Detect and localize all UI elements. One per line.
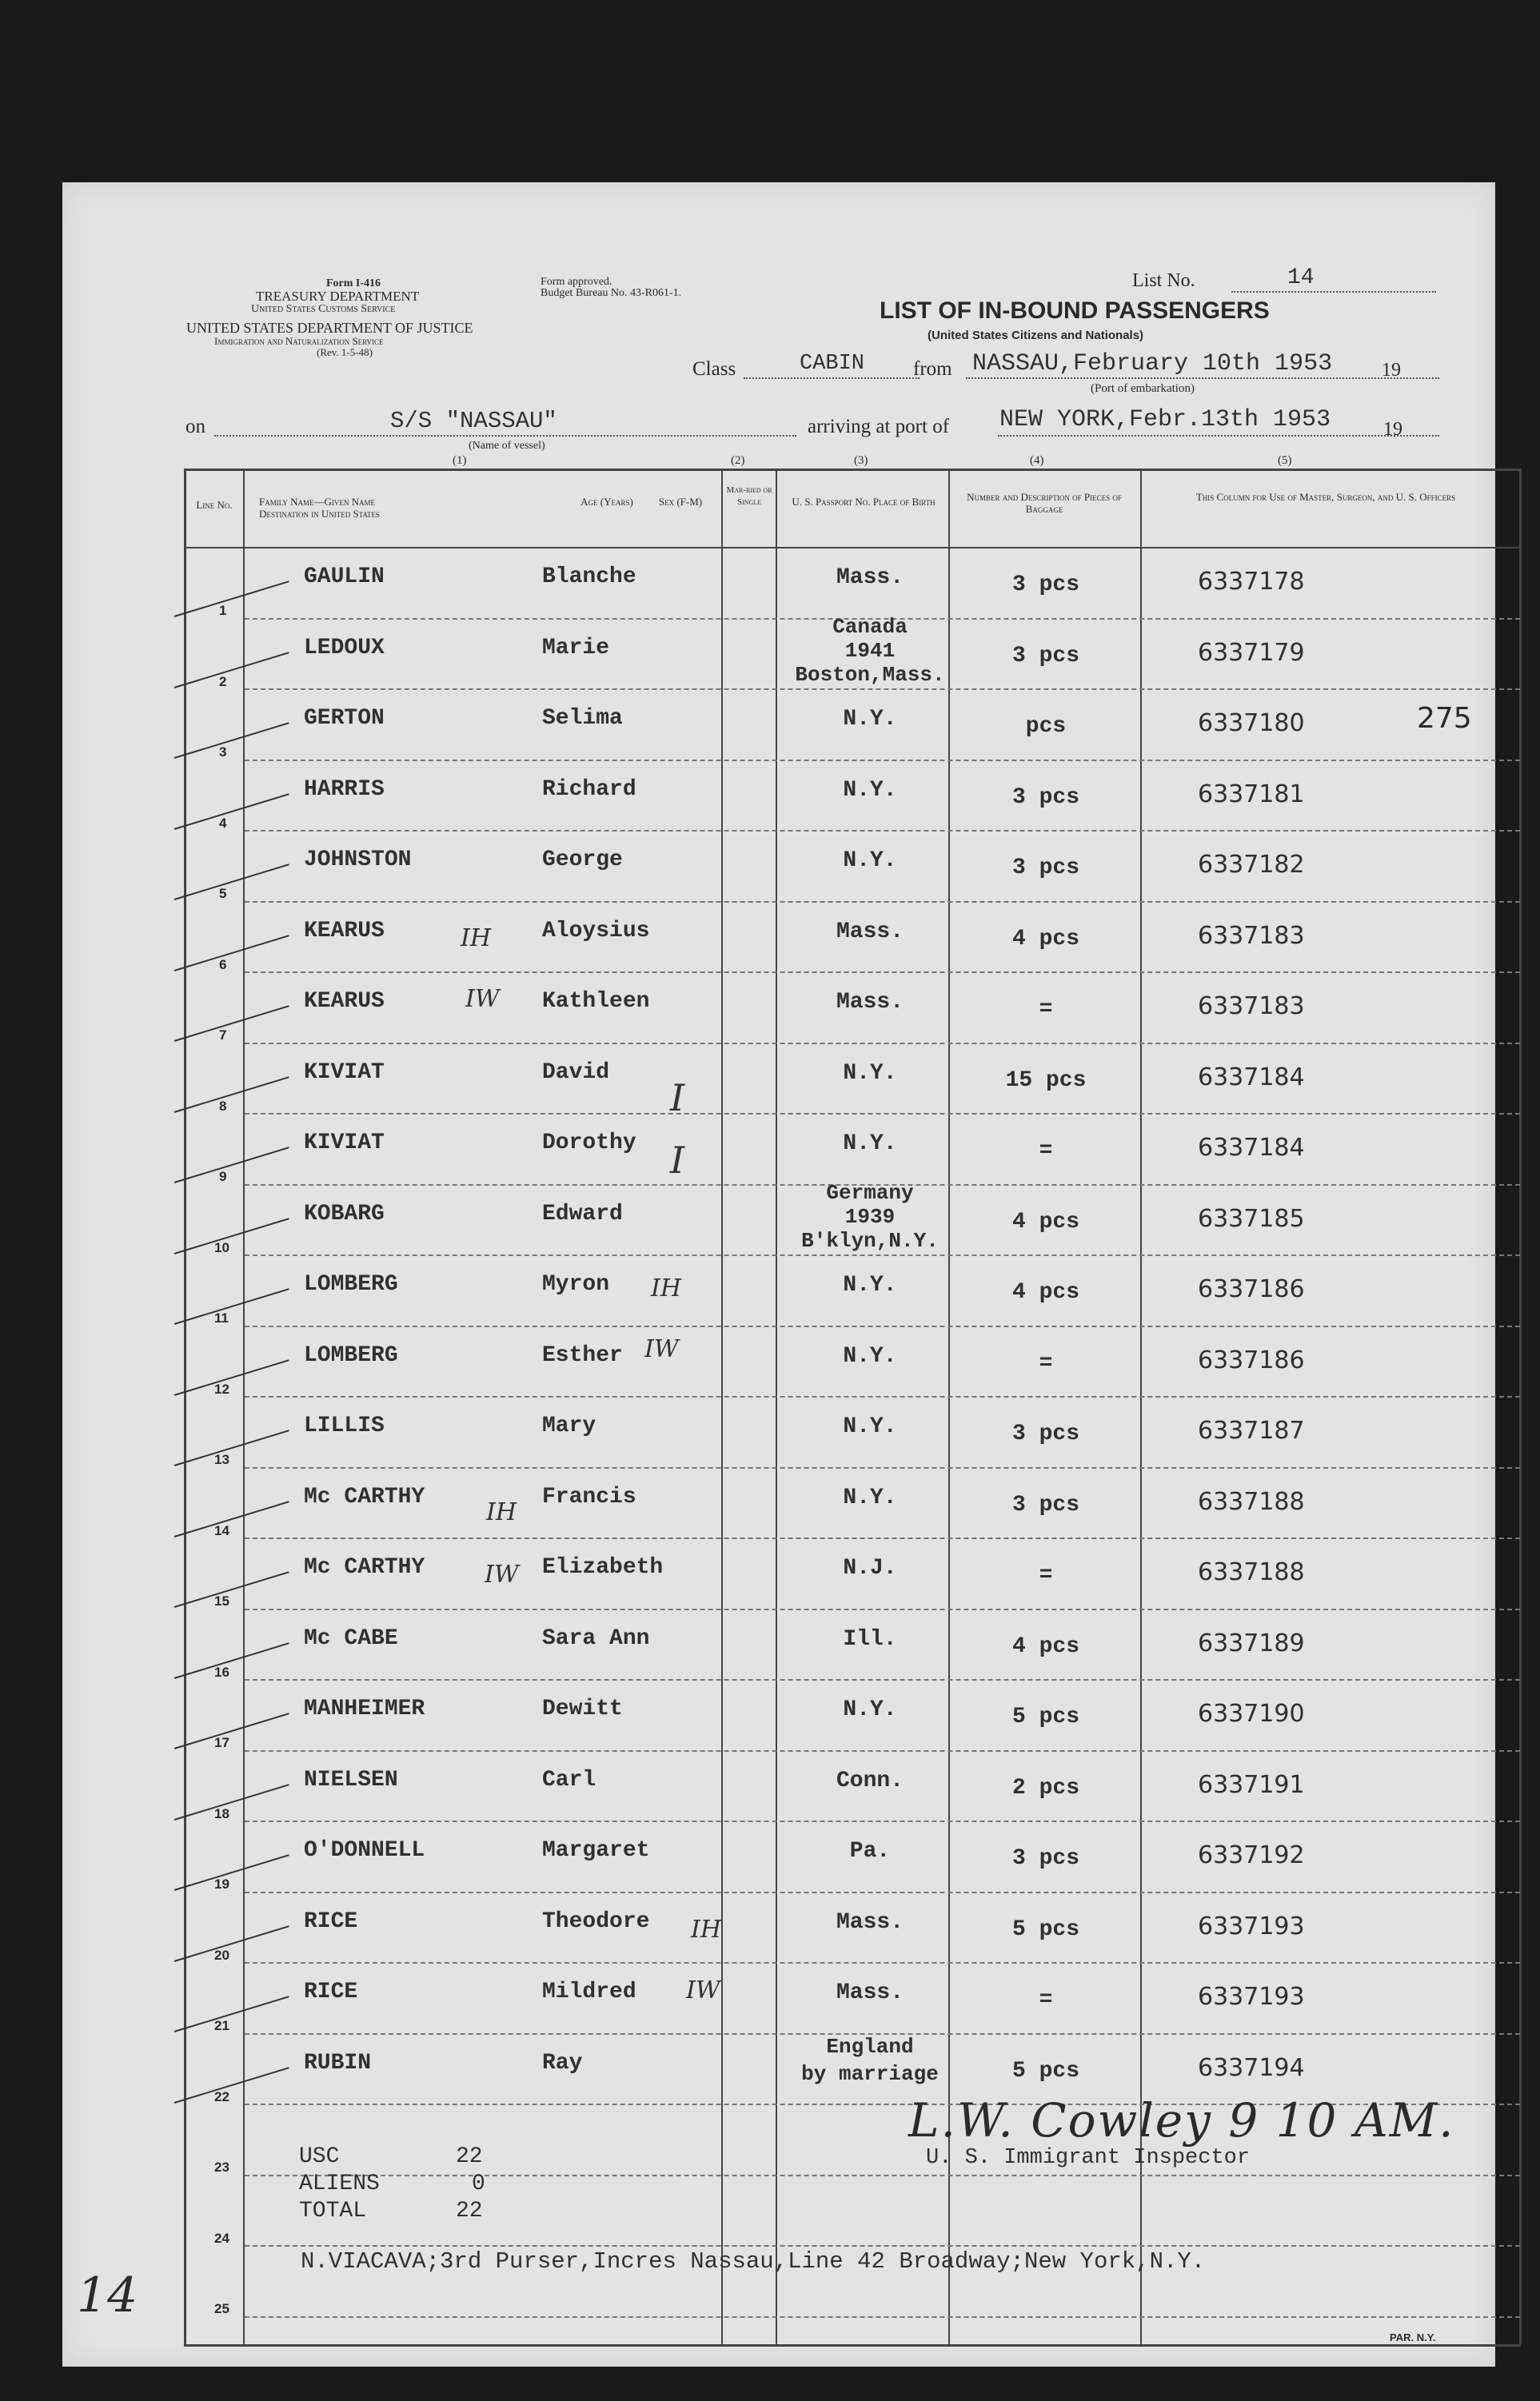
year-suffix-2: 19 bbox=[1383, 419, 1402, 440]
class-value: CABIN bbox=[800, 352, 865, 376]
given-name: Mildred bbox=[542, 1980, 636, 2004]
family-name: HARRIS bbox=[304, 776, 385, 802]
total-value: 22 bbox=[456, 2199, 483, 2224]
check-tick bbox=[174, 2067, 289, 2104]
place-of-birth: England by marriage bbox=[801, 2034, 939, 2086]
officer-code: 6337186 bbox=[1198, 1346, 1305, 1374]
line-number: 19 bbox=[214, 1877, 229, 1892]
line-number: 24 bbox=[214, 2230, 229, 2246]
baggage: 4 pcs bbox=[1011, 1633, 1079, 1659]
place-of-birth: Mass. bbox=[836, 990, 904, 1015]
family-name: LILLIS bbox=[304, 1414, 385, 1438]
baggage: 3 pcs bbox=[1011, 1492, 1079, 1518]
family-name: GAULIN bbox=[304, 564, 385, 589]
officer-code: 6337184 bbox=[1198, 1063, 1305, 1091]
form-number: Form I-416 bbox=[326, 277, 381, 289]
given-name: Dorothy bbox=[542, 1131, 636, 1155]
place-of-birth: Germany 1939 B'klyn,N.Y. bbox=[801, 1180, 939, 1253]
usc-label: USC bbox=[299, 2144, 340, 2169]
baggage: 15 pcs bbox=[1005, 1067, 1087, 1093]
officer-code: 6337193 bbox=[1198, 1983, 1305, 2011]
col-num: (4) bbox=[1030, 454, 1044, 467]
inspector-title: U. S. Immigrant Inspector bbox=[926, 2146, 1251, 2170]
line-number: 9 bbox=[219, 1169, 227, 1184]
list-no-value: 14 bbox=[1287, 265, 1315, 290]
aliens-label: ALIENS bbox=[299, 2172, 380, 2196]
officer-code: 6337193 bbox=[1198, 1912, 1305, 1940]
row-divider bbox=[245, 1326, 1520, 1327]
given-name: Ray bbox=[542, 2050, 583, 2076]
place-of-birth: N.Y. bbox=[843, 1343, 897, 1369]
arrival-port-value: NEW YORK,Febr.13th 1953 bbox=[999, 406, 1331, 433]
on-label: on bbox=[186, 416, 205, 437]
check-tick bbox=[174, 722, 289, 759]
place-of-birth: N.Y. bbox=[843, 848, 897, 873]
handwritten-mark: I bbox=[670, 1076, 685, 1119]
row-divider bbox=[245, 1892, 1520, 1893]
customs-service: United States Customs Service bbox=[251, 303, 396, 315]
treasury-dept: TREASURY DEPARTMENT bbox=[256, 289, 420, 304]
printer-mark: PAR. N.Y. bbox=[1390, 2331, 1436, 2343]
line-number: 5 bbox=[219, 886, 227, 901]
officer-code: 6337189 bbox=[1198, 1629, 1305, 1657]
officer-code: 6337188 bbox=[1198, 1487, 1305, 1516]
place-of-birth: N.Y. bbox=[843, 1060, 897, 1086]
check-tick bbox=[174, 1925, 289, 1962]
form-approved: Form approved. bbox=[541, 276, 612, 288]
row-divider bbox=[245, 2316, 1520, 2318]
check-tick bbox=[174, 1288, 289, 1325]
col-header-married: Mar-ried or Single bbox=[726, 485, 772, 507]
given-name: Elizabeth bbox=[542, 1555, 664, 1580]
page-title: LIST OF IN-BOUND PASSENGERS bbox=[880, 297, 1270, 324]
given-name: Marie bbox=[542, 635, 610, 660]
given-name: Mary bbox=[542, 1414, 596, 1438]
place-of-birth: N.Y. bbox=[843, 1414, 897, 1439]
given-name: Francis bbox=[542, 1484, 636, 1510]
baggage: 5 pcs bbox=[1011, 1916, 1079, 1942]
line-number: 10 bbox=[214, 1239, 229, 1255]
baggage: 4 pcs bbox=[1011, 1209, 1079, 1234]
row-divider bbox=[245, 1821, 1520, 1822]
baggage: 5 pcs bbox=[1011, 2058, 1079, 2084]
col-header-sex: Sex (F-M) bbox=[658, 496, 703, 508]
family-name: RUBIN bbox=[304, 2050, 372, 2076]
col-header-line: Line No. bbox=[196, 499, 233, 511]
check-tick bbox=[174, 793, 289, 830]
col-header-name: Family Name—Given Name Destination in United States bbox=[259, 496, 381, 520]
corner-mark: 14 bbox=[77, 2267, 138, 2323]
handwritten-mark: IW bbox=[485, 1561, 519, 1589]
family-name: Mc CARTHY bbox=[304, 1555, 425, 1580]
given-name: Richard bbox=[542, 776, 636, 802]
year-suffix-1: 19 bbox=[1382, 360, 1401, 381]
family-name: GERTON bbox=[304, 706, 385, 731]
check-tick bbox=[174, 935, 289, 971]
row-divider bbox=[245, 1609, 1520, 1610]
check-tick bbox=[174, 1501, 289, 1538]
family-name: Mc CARTHY bbox=[304, 1484, 425, 1510]
given-name: Myron bbox=[542, 1272, 610, 1297]
check-tick bbox=[174, 652, 289, 688]
check-tick bbox=[174, 1571, 289, 1608]
row-divider bbox=[245, 1396, 1520, 1398]
officer-code: 6337179 bbox=[1198, 638, 1305, 667]
officer-code: 6337192 bbox=[1198, 1841, 1305, 1869]
baggage: 3 pcs bbox=[1011, 856, 1079, 880]
officer-code: 6337183 bbox=[1198, 921, 1305, 950]
line-number: 17 bbox=[214, 1735, 229, 1750]
row-divider bbox=[245, 1254, 1520, 1256]
col-num: (1) bbox=[453, 454, 467, 467]
baggage: = bbox=[1039, 1350, 1053, 1376]
line-number: 23 bbox=[214, 2160, 229, 2175]
given-name: Edward bbox=[542, 1201, 623, 1226]
line-number: 2 bbox=[219, 673, 227, 689]
place-of-birth: N.Y. bbox=[843, 1697, 897, 1722]
line-number: 8 bbox=[219, 1098, 227, 1114]
total-label: TOTAL bbox=[299, 2199, 367, 2224]
check-tick bbox=[174, 1642, 289, 1679]
officer-code: 6337178 bbox=[1198, 568, 1305, 596]
check-tick bbox=[174, 863, 289, 900]
col-header-officers: This Column for Use of Master, Surgeon, and U. S. Officers bbox=[1195, 491, 1456, 503]
usc-value: 22 bbox=[456, 2144, 483, 2169]
line-number: 22 bbox=[214, 2088, 229, 2104]
revision: (Rev. 1-5-48) bbox=[317, 346, 373, 358]
col-num: (5) bbox=[1278, 454, 1292, 467]
row-divider bbox=[245, 2245, 1520, 2247]
line-number: 21 bbox=[214, 2018, 229, 2033]
check-tick bbox=[174, 580, 289, 617]
officer-code: 6337191 bbox=[1198, 1770, 1305, 1799]
family-name: KEARUS bbox=[304, 989, 385, 1014]
baggage: = bbox=[1039, 1563, 1053, 1588]
row-divider bbox=[245, 1538, 1520, 1539]
port-embarkation-label: (Port of embarkation) bbox=[1091, 382, 1195, 395]
given-name: Carl bbox=[542, 1767, 596, 1793]
officer-code: 6337194 bbox=[1198, 2053, 1305, 2082]
given-name: George bbox=[542, 848, 623, 872]
handwritten-mark: IW bbox=[686, 1976, 720, 2004]
baggage: 3 pcs bbox=[1011, 572, 1079, 597]
check-tick bbox=[174, 1147, 289, 1183]
family-name: NIELSEN bbox=[304, 1767, 398, 1793]
place-of-birth: Canada 1941 Boston,Mass. bbox=[795, 614, 945, 687]
ins-service: Immigration and Naturalization Service bbox=[214, 335, 384, 347]
row-divider bbox=[245, 1113, 1520, 1115]
handwritten-mark: IH bbox=[486, 1498, 517, 1526]
handwritten-mark: I bbox=[670, 1139, 685, 1182]
line-number: 7 bbox=[219, 1027, 227, 1043]
check-tick bbox=[174, 1218, 289, 1254]
family-name: LEDOUX bbox=[304, 635, 385, 660]
line-number: 4 bbox=[219, 815, 227, 831]
col-num: (2) bbox=[731, 454, 745, 467]
row-divider bbox=[245, 1467, 1520, 1469]
line-number: 11 bbox=[214, 1310, 229, 1326]
baggage: 3 pcs bbox=[1011, 643, 1079, 668]
col-header-passport: U. S. Passport No. Place of Birth bbox=[792, 496, 936, 508]
row-divider bbox=[245, 1750, 1520, 1752]
line-number: 15 bbox=[214, 1593, 229, 1609]
family-name: Mc CABE bbox=[304, 1625, 398, 1651]
line-number: 16 bbox=[214, 1664, 229, 1680]
officer-code: 6337186 bbox=[1198, 1275, 1305, 1303]
col-header-age: Age (Years) bbox=[580, 496, 633, 508]
row-divider bbox=[245, 760, 1520, 761]
baggage: = bbox=[1039, 997, 1053, 1022]
handwritten-mark: IW bbox=[465, 985, 500, 1013]
family-name: RICE bbox=[304, 1980, 358, 2004]
given-name: Blanche bbox=[542, 564, 636, 589]
place-of-birth: N.J. bbox=[843, 1556, 897, 1581]
check-tick bbox=[174, 1359, 289, 1396]
line-number: 20 bbox=[214, 1947, 229, 1963]
officer-code: 6337183 bbox=[1198, 992, 1305, 1020]
check-tick bbox=[174, 1713, 289, 1749]
from-value: NASSAU,February 10th 1953 bbox=[972, 350, 1333, 377]
line-number: 18 bbox=[214, 1805, 229, 1821]
family-name: KOBARG bbox=[304, 1201, 385, 1226]
given-name: Margaret bbox=[542, 1838, 650, 1863]
row-divider bbox=[245, 971, 1520, 973]
justice-dept: UNITED STATES DEPARTMENT OF JUSTICE bbox=[186, 320, 473, 336]
officer-code: 6337188 bbox=[1198, 1558, 1305, 1586]
family-name: KIVIAT bbox=[304, 1131, 385, 1155]
baggage: pcs bbox=[1025, 714, 1067, 739]
given-name: Kathleen bbox=[542, 989, 650, 1014]
handwritten-mark: IH bbox=[651, 1274, 682, 1302]
row-divider bbox=[245, 1679, 1520, 1681]
baggage: 4 pcs bbox=[1011, 926, 1079, 951]
line-number: 1 bbox=[219, 603, 227, 618]
family-name: KIVIAT bbox=[304, 1059, 385, 1085]
place-of-birth: Ill. bbox=[843, 1626, 897, 1652]
given-name: Sara Ann bbox=[542, 1625, 650, 1651]
place-of-birth: N.Y. bbox=[843, 1273, 897, 1298]
purser-line: N.VIACAVA;3rd Purser,Incres Nassau,Line 42 Broadway;New York,N.Y. bbox=[301, 2248, 1206, 2275]
handwritten-mark: IH bbox=[461, 924, 492, 952]
family-name: LOMBERG bbox=[304, 1342, 398, 1368]
place-of-birth: Mass. bbox=[836, 1980, 904, 2005]
list-no-label: List No. bbox=[1132, 270, 1195, 291]
line-number: 14 bbox=[214, 1522, 229, 1538]
inspector-signature: L.W. Cowley 9 10 AM. bbox=[908, 2093, 1455, 2148]
line-number: 13 bbox=[214, 1452, 229, 1467]
baggage: 4 pcs bbox=[1011, 1280, 1079, 1305]
place-of-birth: Mass. bbox=[836, 1909, 904, 1935]
vessel-label: (Name of vessel) bbox=[469, 440, 545, 452]
baggage: 3 pcs bbox=[1011, 1422, 1079, 1446]
line-number: 25 bbox=[214, 2301, 229, 2316]
col-num: (3) bbox=[854, 454, 868, 467]
row-divider bbox=[245, 1962, 1520, 1964]
given-name: Dewitt bbox=[542, 1697, 623, 1721]
given-name: David bbox=[542, 1059, 610, 1085]
officer-code: 6337184 bbox=[1198, 1134, 1305, 1162]
vessel-name: S/S "NASSAU" bbox=[390, 408, 557, 434]
officer-code: 6337187 bbox=[1198, 1417, 1305, 1445]
line-number: 3 bbox=[219, 744, 227, 760]
place-of-birth: Mass. bbox=[836, 565, 904, 590]
arriving-label: arriving at port of bbox=[808, 416, 950, 437]
place-of-birth: N.Y. bbox=[843, 707, 897, 732]
officer-code: 6337182 bbox=[1198, 851, 1305, 879]
family-name: JOHNSTON bbox=[304, 848, 412, 872]
handwritten-mark: IH bbox=[691, 1916, 722, 1944]
budget-bureau: Budget Bureau No. 43-R061-1. bbox=[541, 287, 682, 299]
place-of-birth: Conn. bbox=[836, 1768, 904, 1793]
given-name: Esther bbox=[542, 1342, 623, 1368]
row-divider bbox=[245, 2175, 1520, 2176]
manifest-page bbox=[62, 182, 1495, 2367]
class-label: Class bbox=[692, 358, 736, 380]
given-name: Aloysius bbox=[542, 918, 650, 943]
side-number: 275 bbox=[1417, 702, 1472, 735]
family-name: LOMBERG bbox=[304, 1272, 398, 1297]
row-divider bbox=[245, 901, 1520, 903]
family-name: O'DONNELL bbox=[304, 1838, 425, 1863]
baggage: 3 pcs bbox=[1011, 1846, 1079, 1871]
given-name: Theodore bbox=[542, 1908, 650, 1934]
page-subtitle: (United States Citizens and Nationals) bbox=[928, 329, 1144, 342]
given-name: Selima bbox=[542, 706, 623, 731]
line-number: 6 bbox=[219, 956, 227, 972]
check-tick bbox=[174, 1996, 289, 2032]
check-tick bbox=[174, 1784, 289, 1821]
officer-code: 6337180 bbox=[1198, 709, 1305, 737]
family-name: MANHEIMER bbox=[304, 1697, 425, 1721]
baggage: 2 pcs bbox=[1011, 1775, 1079, 1801]
baggage: 3 pcs bbox=[1011, 784, 1079, 810]
handwritten-mark: IW bbox=[644, 1335, 679, 1363]
check-tick bbox=[174, 1005, 289, 1042]
row-divider bbox=[245, 830, 1520, 832]
aliens-value: 0 bbox=[472, 2172, 485, 2196]
baggage: = bbox=[1039, 1139, 1053, 1163]
check-tick bbox=[174, 1076, 289, 1113]
baggage: = bbox=[1039, 1988, 1053, 2012]
from-label: from bbox=[913, 358, 952, 380]
place-of-birth: N.Y. bbox=[843, 1485, 897, 1510]
family-name: RICE bbox=[304, 1908, 358, 1934]
place-of-birth: Pa. bbox=[849, 1839, 891, 1864]
row-divider bbox=[245, 1043, 1520, 1044]
place-of-birth: N.Y. bbox=[843, 1131, 897, 1156]
row-divider bbox=[245, 688, 1520, 690]
officer-code: 6337181 bbox=[1198, 780, 1305, 808]
check-tick bbox=[174, 1854, 289, 1891]
place-of-birth: Mass. bbox=[836, 919, 904, 944]
officer-code: 6337190 bbox=[1198, 1700, 1305, 1728]
family-name: KEARUS bbox=[304, 918, 385, 943]
line-number: 12 bbox=[214, 1381, 229, 1397]
baggage: 5 pcs bbox=[1011, 1705, 1079, 1729]
col-header-baggage: Number and Description of Pieces of Baggage bbox=[967, 491, 1122, 515]
place-of-birth: N.Y. bbox=[843, 777, 897, 803]
officer-code: 6337185 bbox=[1198, 1204, 1305, 1233]
check-tick bbox=[174, 1430, 289, 1466]
